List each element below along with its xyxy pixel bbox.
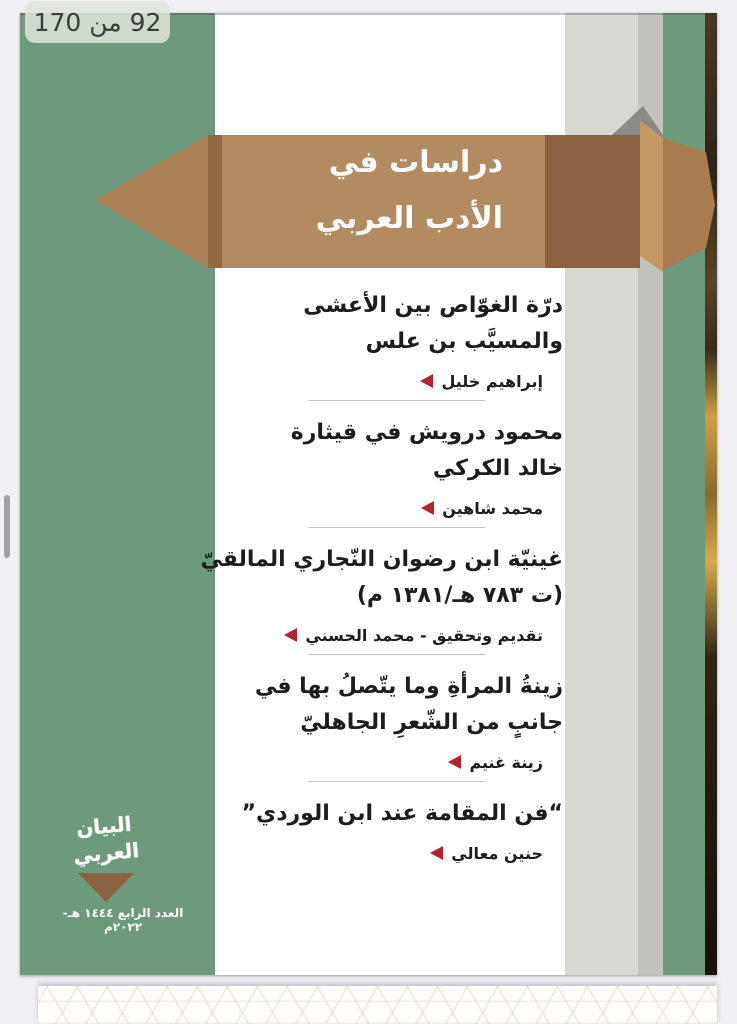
- banner-title-line2: الأدب العربي: [315, 201, 503, 236]
- pdf-page: [20, 13, 717, 975]
- author-name: حنين معالي: [451, 843, 543, 863]
- author-name: إبراهيم خليل: [441, 371, 543, 391]
- author-name: تقديم وتحقيق - محمد الحسني: [305, 625, 543, 645]
- issue-line: العدد الرابع ١٤٤٤ هـ- ٢٠٢٢م: [62, 906, 184, 934]
- article-title: زينةُ المرأةِ وما يتّصلُ بها في: [254, 674, 563, 699]
- toc-entry: [200, 542, 563, 655]
- article-title: محمود درويش في قيثارة: [290, 420, 563, 445]
- ribbon-right-wrap: [663, 138, 715, 270]
- banner-title-line1: دراسات في: [328, 145, 503, 180]
- toc-entry: [230, 288, 563, 401]
- page-counter-badge: 92 من 170: [25, 1, 170, 43]
- ribbon-light-fold: [640, 120, 663, 272]
- author-marker-icon: [430, 846, 443, 860]
- toc-list: [200, 288, 563, 864]
- article-title: والمسيَّب بن علس: [365, 329, 563, 354]
- toc-entry: [230, 415, 563, 528]
- journal-logo: البيان العربي: [72, 811, 140, 868]
- author-marker-icon: [448, 755, 461, 769]
- author-row: [230, 751, 563, 773]
- entry-divider: [308, 527, 485, 528]
- toc-entry: [230, 796, 563, 864]
- entry-divider: [308, 654, 485, 655]
- author-marker-icon: [284, 628, 297, 642]
- entry-divider: [308, 781, 485, 782]
- author-row: [230, 624, 563, 646]
- author-name: محمد شاهين: [442, 498, 543, 518]
- author-row: [230, 497, 563, 519]
- ribbon-arrow-tip: [95, 135, 208, 268]
- ribbon-dark-band: [545, 135, 640, 268]
- article-title: خالد الكركي: [432, 456, 563, 481]
- entry-divider: [308, 400, 485, 401]
- author-row: [230, 370, 563, 392]
- ribbon-fold-shadow: [612, 106, 665, 138]
- scrollbar-thumb[interactable]: [4, 495, 10, 558]
- article-title: “فن المقامة عند ابن الوردي”: [241, 801, 563, 826]
- article-title: غينيّة ابن رضوان النّجاري المالقيّ: [200, 547, 563, 572]
- ribbon-left-fold: [208, 135, 222, 268]
- logo-triangle-icon: [78, 873, 134, 902]
- author-row: [230, 842, 563, 864]
- article-title: درّة الغوّاص بين الأعشى: [303, 293, 563, 318]
- author-marker-icon: [421, 501, 434, 515]
- article-title: (ت ٧٨٣ هـ/١٣٨١ م): [356, 583, 563, 608]
- author-name: زينة غنيم: [469, 752, 543, 772]
- next-page-preview: [38, 986, 717, 1024]
- section-banner-title: [230, 135, 503, 247]
- author-marker-icon: [420, 374, 433, 388]
- toc-entry: [230, 669, 563, 782]
- article-title: جانبٍ من الشّعرِ الجاهليّ: [300, 710, 563, 735]
